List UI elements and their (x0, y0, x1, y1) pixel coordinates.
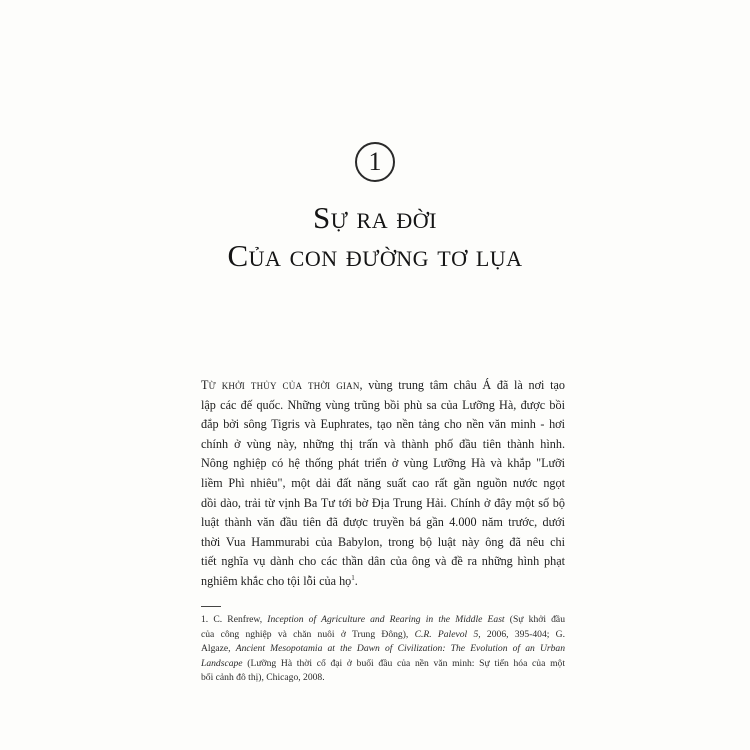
body-line: liềm Phì nhiêu", một dải đất năng suất cao rất gần nguồn nước ngọt (201, 475, 565, 490)
body-line: lập các đế quốc. Những vùng trũng bồi phù sa của Lưỡng Hà, được bồi (201, 397, 565, 412)
body-line: nghiêm khắc cho tội lỗi của họ$^1$. (201, 573, 358, 588)
body-line (201, 376, 565, 396)
body-line: luật thành văn đầu tiên đã được truyền bá gần 4.000 năm trước, dưới (201, 515, 565, 530)
footnote-line: bối cảnh đô thị), Chicago, 2008. (201, 672, 325, 684)
body-line-text: nghiêm khắc cho tội lỗi của họ (201, 573, 352, 588)
footnote (201, 613, 565, 686)
body-line-text: , vùng trung tâm châu Á đã là nơi tạo (359, 378, 565, 392)
body-line: đắp bởi sông Tigris và Euphrates, tạo nền tảng cho nền văn minh - hơi (201, 417, 565, 432)
body-line: tiết nghĩa vụ dành cho các thần dân của ông và đề ra những hình phạt (201, 554, 565, 569)
body-line: thời Vua Hammurabi của Babylon, trong bộ luật này ông đã nêu chi (201, 534, 565, 549)
footnote-line: 1. C. Renfrew, Inception of Agriculture and Rearing in the Middle East (Sự khởi đầu (201, 614, 565, 625)
body-paragraph (201, 376, 565, 592)
body-line: Nông nghiệp có hệ thống phát triển ở vùng Lưỡng Hà và khắp "Lưỡi (201, 456, 565, 471)
chapter-number: 1 (368, 147, 382, 176)
footnote-reference: 1 (351, 573, 355, 582)
footnote-line: Algaze, Ancient Mesopotamia at the Dawn of Civilization: The Evolution of an Urban (201, 643, 565, 655)
footnote-line: Landscape (Lưỡng Hà thời cổ đại ở buổi đầu của nền văn minh: Sự tiến hóa của một (201, 657, 565, 669)
body-line: dồi dào, trải từ vịnh Ba Tư tới bờ Địa Trung Hải. Chính ở đây một số bộ (201, 495, 565, 510)
opening-small-caps: Từ khởi thủy của thời gian (201, 378, 360, 392)
chapter-number-badge (355, 142, 395, 182)
footnote-divider (201, 606, 221, 607)
footnote-line: của công nghiệp và chăn nuôi ở Trung Đông), C.R. Palevol 5, 2006, 395-404; G. (201, 628, 565, 640)
body-line: chính ở vùng này, những thị trấn và thành phố đầu tiên thành hình. (201, 436, 565, 451)
chapter-title-line-2: Của con đường tơ lụa (227, 238, 523, 273)
chapter-title-line-1: Sự ra đời (313, 200, 437, 235)
